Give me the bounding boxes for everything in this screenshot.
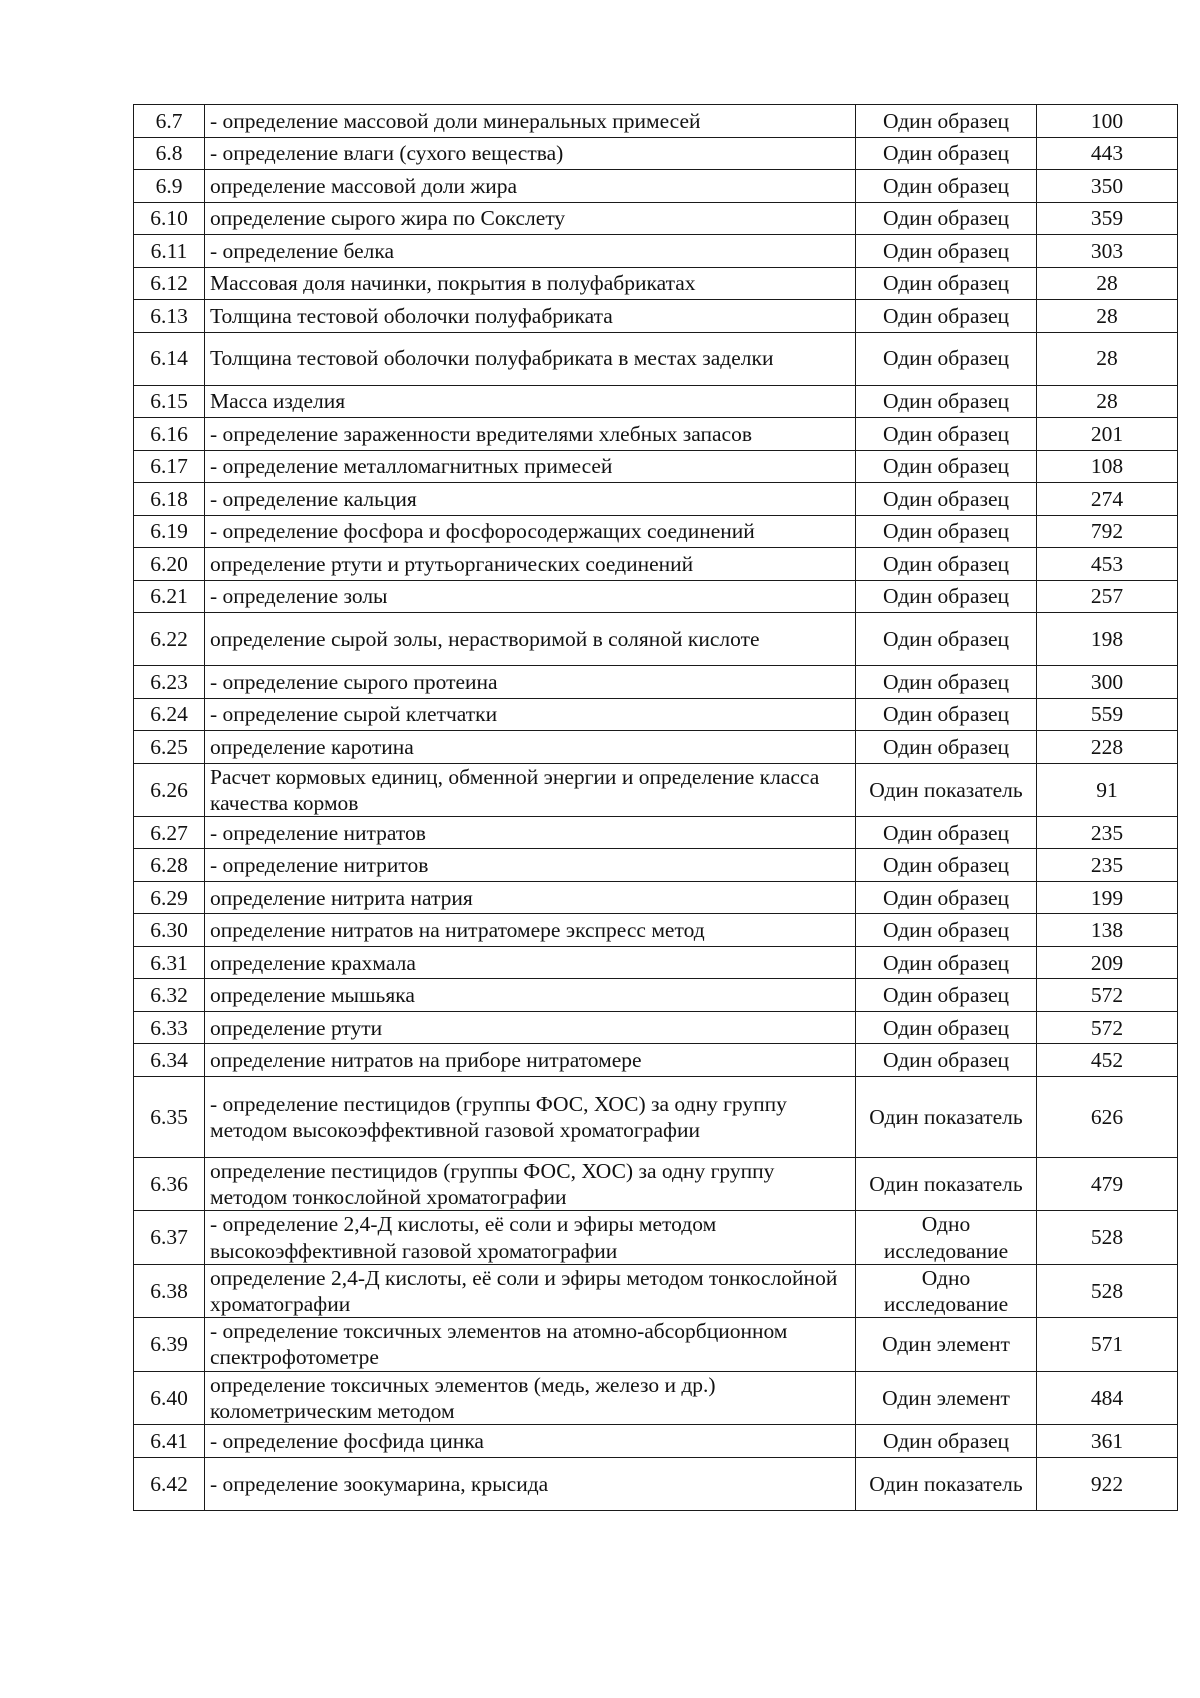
- price-value: 274: [1037, 483, 1178, 516]
- price-value: 359: [1037, 202, 1178, 235]
- item-number: 6.22: [134, 613, 205, 666]
- item-number: 6.34: [134, 1044, 205, 1077]
- price-value: 199: [1037, 881, 1178, 914]
- table-row: [134, 202, 1178, 235]
- table-row: [134, 332, 1178, 385]
- table-row: [134, 816, 1178, 849]
- price-value: 484: [1037, 1371, 1178, 1424]
- table-row: [134, 105, 1178, 138]
- price-value: 452: [1037, 1044, 1178, 1077]
- item-number: 6.27: [134, 816, 205, 849]
- service-name: - определение токсичных элементов на атомно-абсорбционном спектрофотометре: [205, 1318, 856, 1371]
- table-row: [134, 1211, 1178, 1264]
- measurement-unit: Один образец: [856, 580, 1037, 613]
- table-body: [134, 105, 1178, 1511]
- item-number: 6.28: [134, 849, 205, 882]
- item-number: 6.37: [134, 1211, 205, 1264]
- measurement-unit: Один образец: [856, 914, 1037, 947]
- price-value: 528: [1037, 1211, 1178, 1264]
- service-name: - определение нитратов: [205, 816, 856, 849]
- item-number: 6.16: [134, 418, 205, 451]
- price-value: 626: [1037, 1076, 1178, 1157]
- table-row: [134, 849, 1178, 882]
- measurement-unit: Один образец: [856, 385, 1037, 418]
- item-number: 6.39: [134, 1318, 205, 1371]
- service-name: - определение белка: [205, 235, 856, 268]
- item-number: 6.20: [134, 548, 205, 581]
- measurement-unit: Один образец: [856, 698, 1037, 731]
- item-number: 6.36: [134, 1157, 205, 1210]
- service-name: Массовая доля начинки, покрытия в полуфабрикатах: [205, 267, 856, 300]
- service-name: определение крахмала: [205, 946, 856, 979]
- price-value: 209: [1037, 946, 1178, 979]
- service-name: - определение влаги (сухого вещества): [205, 137, 856, 170]
- service-name: - определение золы: [205, 580, 856, 613]
- price-value: 479: [1037, 1157, 1178, 1210]
- item-number: 6.33: [134, 1011, 205, 1044]
- price-value: 559: [1037, 698, 1178, 731]
- measurement-unit: Один образец: [856, 202, 1037, 235]
- service-name: Толщина тестовой оболочки полуфабриката: [205, 300, 856, 333]
- price-value: 300: [1037, 666, 1178, 699]
- measurement-unit: Один образец: [856, 235, 1037, 268]
- price-value: 571: [1037, 1318, 1178, 1371]
- price-value: 138: [1037, 914, 1178, 947]
- measurement-unit: Один показатель: [856, 1157, 1037, 1210]
- service-name: определение токсичных элементов (медь, железо и др.) колометрическим методом: [205, 1371, 856, 1424]
- measurement-unit: Один образец: [856, 105, 1037, 138]
- service-name: - определение кальция: [205, 483, 856, 516]
- service-name: - определение нитритов: [205, 849, 856, 882]
- table-row: [134, 1157, 1178, 1210]
- table-row: [134, 267, 1178, 300]
- item-number: 6.38: [134, 1264, 205, 1317]
- measurement-unit: Один образец: [856, 137, 1037, 170]
- table-row: [134, 1044, 1178, 1077]
- price-value: 228: [1037, 731, 1178, 764]
- table-row: [134, 515, 1178, 548]
- table-row: [134, 914, 1178, 947]
- table-row: [134, 1011, 1178, 1044]
- measurement-unit: Один образец: [856, 1011, 1037, 1044]
- service-name: определение нитратов на приборе нитратомере: [205, 1044, 856, 1077]
- service-name: - определение массовой доли минеральных примесей: [205, 105, 856, 138]
- service-name: - определение фосфора и фосфоросодержащих соединений: [205, 515, 856, 548]
- measurement-unit: Одно исследование: [856, 1264, 1037, 1317]
- measurement-unit: Один показатель: [856, 1076, 1037, 1157]
- service-name: - определение пестицидов (группы ФОС, ХОС) за одну группу методом высокоэффективной газовой хроматографии: [205, 1076, 856, 1157]
- measurement-unit: Один образец: [856, 666, 1037, 699]
- measurement-unit: Одно исследование: [856, 1211, 1037, 1264]
- service-name: - определение фосфида цинка: [205, 1425, 856, 1458]
- price-value: 350: [1037, 170, 1178, 203]
- table-row: [134, 1425, 1178, 1458]
- price-value: 257: [1037, 580, 1178, 613]
- service-name: определение нитратов на нитратомере экспресс метод: [205, 914, 856, 947]
- item-number: 6.10: [134, 202, 205, 235]
- service-name: Толщина тестовой оболочки полуфабриката в местах заделки: [205, 332, 856, 385]
- price-value: 91: [1037, 763, 1178, 816]
- price-value: 572: [1037, 979, 1178, 1012]
- price-value: 28: [1037, 385, 1178, 418]
- measurement-unit: Один образец: [856, 613, 1037, 666]
- service-name: - определение сырого протеина: [205, 666, 856, 699]
- item-number: 6.17: [134, 450, 205, 483]
- measurement-unit: Один образец: [856, 881, 1037, 914]
- service-name: - определение сырой клетчатки: [205, 698, 856, 731]
- item-number: 6.7: [134, 105, 205, 138]
- service-name: Расчет кормовых единиц, обменной энергии и определение класса качества кормов: [205, 763, 856, 816]
- table-row: [134, 450, 1178, 483]
- item-number: 6.9: [134, 170, 205, 203]
- measurement-unit: Один образец: [856, 946, 1037, 979]
- measurement-unit: Один образец: [856, 548, 1037, 581]
- table-row: [134, 548, 1178, 581]
- measurement-unit: Один образец: [856, 816, 1037, 849]
- table-row: [134, 763, 1178, 816]
- table-row: [134, 137, 1178, 170]
- measurement-unit: Один образец: [856, 731, 1037, 764]
- item-number: 6.14: [134, 332, 205, 385]
- measurement-unit: Один образец: [856, 300, 1037, 333]
- item-number: 6.23: [134, 666, 205, 699]
- item-number: 6.41: [134, 1425, 205, 1458]
- measurement-unit: Один образец: [856, 515, 1037, 548]
- measurement-unit: Один образец: [856, 483, 1037, 516]
- price-value: 453: [1037, 548, 1178, 581]
- item-number: 6.32: [134, 979, 205, 1012]
- item-number: 6.26: [134, 763, 205, 816]
- table-row: [134, 170, 1178, 203]
- table-row: [134, 666, 1178, 699]
- measurement-unit: Один образец: [856, 267, 1037, 300]
- price-value: 28: [1037, 267, 1178, 300]
- price-value: 443: [1037, 137, 1178, 170]
- table-row: [134, 698, 1178, 731]
- item-number: 6.21: [134, 580, 205, 613]
- price-value: 528: [1037, 1264, 1178, 1317]
- table-row: [134, 613, 1178, 666]
- measurement-unit: Один показатель: [856, 1457, 1037, 1510]
- price-value: 235: [1037, 849, 1178, 882]
- table-row: [134, 731, 1178, 764]
- table-row: [134, 1318, 1178, 1371]
- measurement-unit: Один образец: [856, 1044, 1037, 1077]
- table-row: [134, 1457, 1178, 1510]
- table-row: [134, 580, 1178, 613]
- service-name: - определение металломагнитных примесей: [205, 450, 856, 483]
- measurement-unit: Один показатель: [856, 763, 1037, 816]
- table-row: [134, 946, 1178, 979]
- measurement-unit: Один образец: [856, 450, 1037, 483]
- item-number: 6.18: [134, 483, 205, 516]
- measurement-unit: Один образец: [856, 849, 1037, 882]
- item-number: 6.24: [134, 698, 205, 731]
- item-number: 6.31: [134, 946, 205, 979]
- service-name: - определение зараженности вредителями хлебных запасов: [205, 418, 856, 451]
- service-name: - определение зоокумарина, крысида: [205, 1457, 856, 1510]
- table-row: [134, 385, 1178, 418]
- table-row: [134, 1371, 1178, 1424]
- item-number: 6.42: [134, 1457, 205, 1510]
- price-value: 100: [1037, 105, 1178, 138]
- service-name: определение массовой доли жира: [205, 170, 856, 203]
- item-number: 6.13: [134, 300, 205, 333]
- table-row: [134, 483, 1178, 516]
- service-name: определение мышьяка: [205, 979, 856, 1012]
- price-list-table: [133, 104, 1178, 1511]
- price-value: 361: [1037, 1425, 1178, 1458]
- service-name: определение ртути и ртутьорганических соединений: [205, 548, 856, 581]
- price-value: 28: [1037, 300, 1178, 333]
- item-number: 6.40: [134, 1371, 205, 1424]
- item-number: 6.35: [134, 1076, 205, 1157]
- price-value: 198: [1037, 613, 1178, 666]
- measurement-unit: Один образец: [856, 418, 1037, 451]
- price-value: 201: [1037, 418, 1178, 451]
- measurement-unit: Один образец: [856, 1425, 1037, 1458]
- price-value: 235: [1037, 816, 1178, 849]
- service-name: - определение 2,4-Д кислоты, её соли и эфиры методом высокоэффективной газовой хроматографии: [205, 1211, 856, 1264]
- table-row: [134, 979, 1178, 1012]
- item-number: 6.8: [134, 137, 205, 170]
- measurement-unit: Один образец: [856, 332, 1037, 385]
- item-number: 6.19: [134, 515, 205, 548]
- measurement-unit: Один образец: [856, 979, 1037, 1012]
- item-number: 6.25: [134, 731, 205, 764]
- item-number: 6.12: [134, 267, 205, 300]
- price-value: 108: [1037, 450, 1178, 483]
- price-value: 922: [1037, 1457, 1178, 1510]
- service-name: определение 2,4-Д кислоты, её соли и эфиры методом тонкослойной хроматографии: [205, 1264, 856, 1317]
- measurement-unit: Один образец: [856, 170, 1037, 203]
- service-name: определение нитрита натрия: [205, 881, 856, 914]
- price-value: 28: [1037, 332, 1178, 385]
- service-name: определение пестицидов (группы ФОС, ХОС) за одну группу методом тонкослойной хроматографии: [205, 1157, 856, 1210]
- service-name: определение сырой золы, нерастворимой в соляной кислоте: [205, 613, 856, 666]
- item-number: 6.29: [134, 881, 205, 914]
- table-row: [134, 235, 1178, 268]
- price-value: 303: [1037, 235, 1178, 268]
- table-row: [134, 881, 1178, 914]
- measurement-unit: Один элемент: [856, 1318, 1037, 1371]
- table-row: [134, 1076, 1178, 1157]
- price-value: 792: [1037, 515, 1178, 548]
- service-name: определение сырого жира по Сокслету: [205, 202, 856, 235]
- table-row: [134, 418, 1178, 451]
- item-number: 6.30: [134, 914, 205, 947]
- table-row: [134, 300, 1178, 333]
- table-row: [134, 1264, 1178, 1317]
- service-name: Масса изделия: [205, 385, 856, 418]
- measurement-unit: Один элемент: [856, 1371, 1037, 1424]
- price-value: 572: [1037, 1011, 1178, 1044]
- service-name: определение ртути: [205, 1011, 856, 1044]
- item-number: 6.11: [134, 235, 205, 268]
- service-name: определение каротина: [205, 731, 856, 764]
- item-number: 6.15: [134, 385, 205, 418]
